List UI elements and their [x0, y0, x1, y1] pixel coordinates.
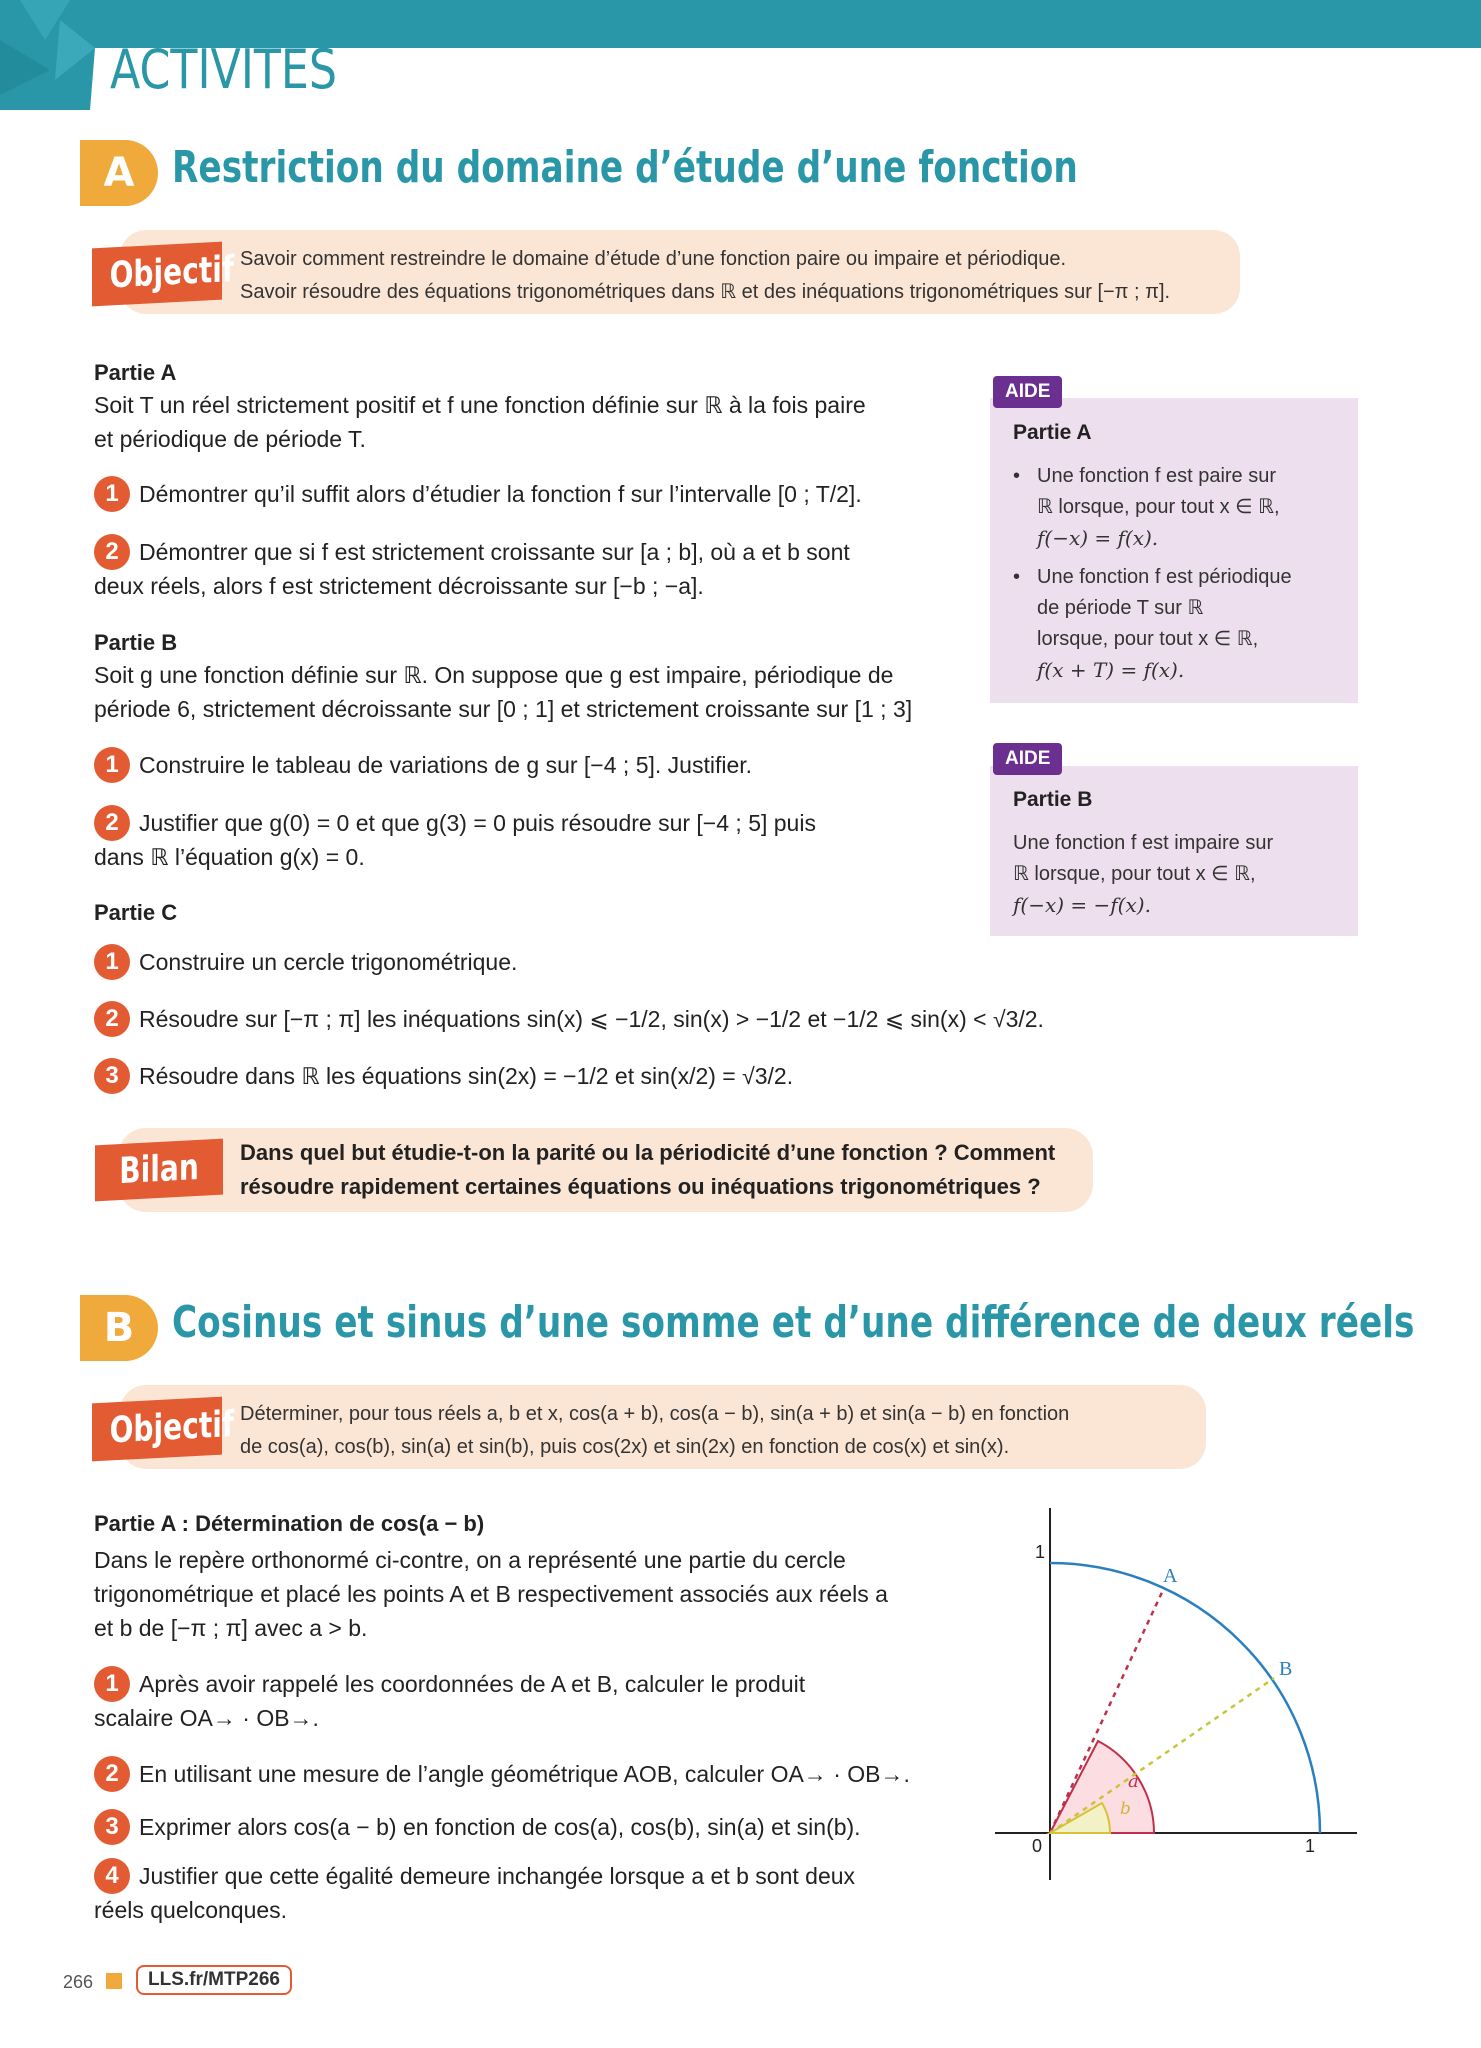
label-point-b: B: [1279, 1658, 1293, 1680]
question-number-1: 1: [94, 1666, 130, 1702]
section-b-partie-a-q3: Exprimer alors cos(a − b) en fonction de cos(a), cos(b), sin(a) et sin(b).: [139, 1814, 861, 1840]
bilan-text: [240, 1136, 1090, 1204]
objectif-b-line1: Déterminer, pour tous réels a, b et x, cos(a + b), cos(a − b), sin(a + b) et sin(a − b) en fonction: [240, 1403, 1070, 1425]
question-number-2: 2: [94, 805, 130, 841]
section-a-partie-b-intro: [94, 658, 974, 726]
header-band: [320, 0, 1481, 48]
aide-line: ℝ lorsque, pour tout x ∈ ℝ,: [1013, 863, 1256, 885]
aide-b-tag: AIDE: [993, 743, 1062, 775]
bullet-line: Une fonction f est paire sur: [1037, 465, 1277, 487]
bullet-line: f(x + T) = f(x).: [1037, 658, 1185, 682]
bilan-tag: Bilan: [95, 1139, 223, 1202]
q-line: Après avoir rappelé les coordonnées de A et B, calculer le produit: [139, 1671, 806, 1697]
section-a-partie-c-q2: Résoudre sur [−π ; π] les inéquations sin(x) ⩽ −1/2, sin(x) > −1/2 et −1/2 ⩽ sin(x) < √3/2.: [139, 1006, 1044, 1032]
aide-a-text: [1013, 461, 1348, 686]
aide-b-heading: Partie B: [1013, 788, 1093, 811]
radius-ob: [1050, 1678, 1274, 1833]
bullet-line: lorsque, pour tout x ∈ ℝ,: [1037, 628, 1259, 650]
question-number-1: 1: [94, 476, 130, 512]
section-a-partie-a-q1: Démontrer qu’il suffit alors d’étudier la fonction f sur l’intervalle [0 ; T/2].: [139, 481, 862, 507]
bullet-line: ℝ lorsque, pour tout x ∈ ℝ,: [1037, 496, 1280, 518]
bilan-line: résoudre rapidement certaines équations ou inéquations trigonométriques ?: [240, 1174, 1041, 1199]
question-number-2: 2: [94, 1001, 130, 1037]
aide-a-bullet1: • Une fonction f est paire sur ℝ lorsque, pour tout x ∈ ℝ, f(−x) = f(x).: [1013, 461, 1348, 554]
section-a-partie-a-intro: [94, 388, 964, 456]
aide-line: Une fonction f est impaire sur: [1013, 832, 1274, 854]
section-a-partie-b-q2: [94, 806, 964, 874]
section-a-partie-a-q2: [94, 535, 964, 603]
section-a-partie-c-q1: Construire un cercle trigonométrique.: [139, 949, 518, 975]
q-line: Justifier que g(0) = 0 et que g(3) = 0 puis résoudre sur [−4 ; 5] puis: [139, 810, 816, 836]
intro-line: période 6, strictement décroissante sur [0 ; 1] et strictement croissante sur [1 ; 3]: [94, 696, 913, 722]
footer-square: [106, 1973, 122, 1989]
q-line: Justifier que cette égalité demeure inchangée lorsque a et b sont deux: [139, 1863, 856, 1889]
bilan-line: Dans quel but étudie-t-on la parité ou la périodicité d’une fonction ? Comment: [240, 1140, 1056, 1165]
intro-line: et b de [−π ; π] avec a > b.: [94, 1615, 368, 1641]
section-a-badge: A: [80, 140, 158, 206]
section-b-partie-a-q2: En utilisant une mesure de l’angle géométrique AOB, calculer OA→ · OB→.: [139, 1761, 910, 1787]
section-a-partie-c-heading: Partie C: [94, 900, 178, 925]
page-number: 266: [63, 1972, 94, 1992]
objectif-b-line2: de cos(a), cos(b), sin(a) et sin(b), puis cos(2x) et sin(2x) en fonction de cos(x) et sin(x).: [240, 1436, 1010, 1458]
objectif-b-tag: Objectif: [92, 1397, 222, 1462]
intro-line: Dans le repère orthonormé ci-contre, on a représenté une partie du cercle: [94, 1547, 846, 1573]
objectif-a-line2: Savoir résoudre des équations trigonométriques dans ℝ et des inéquations trigonométriques sur [−π ; π].: [240, 281, 1171, 303]
question-number-2: 2: [94, 534, 130, 570]
footer-link[interactable]: LLS.fr/MTP266: [136, 1965, 292, 1995]
aide-a-bullet2: • Une fonction f est périodique de période T sur ℝ lorsque, pour tout x ∈ ℝ, f(x + T) = f(x).: [1013, 562, 1348, 686]
q-line: dans ℝ l’équation g(x) = 0.: [94, 844, 365, 870]
aide-a-heading: Partie A: [1013, 421, 1092, 444]
label-1-x: 1: [1305, 1836, 1316, 1856]
section-b-partie-a-intro: [94, 1543, 974, 1645]
label-angle-a: a: [1128, 1771, 1139, 1792]
objectif-a-line1: Savoir comment restreindre le domaine d’étude d’une fonction paire ou impaire et périodique.: [240, 248, 1067, 270]
label-point-a: A: [1163, 1565, 1178, 1587]
question-number-4: 4: [94, 1858, 130, 1894]
section-a-partie-a-heading: Partie A: [94, 360, 177, 385]
label-angle-b: b: [1120, 1799, 1131, 1819]
q-line: Démontrer que si f est strictement croissante sur [a ; b], où a et b sont: [139, 539, 850, 565]
section-a-partie-c-q3: Résoudre dans ℝ les équations sin(2x) = −1/2 et sin(x/2) = √3/2.: [139, 1063, 794, 1089]
bullet-line: de période T sur ℝ: [1037, 597, 1204, 619]
intro-line: Soit T un réel strictement positif et f une fonction définie sur ℝ à la fois paire: [94, 392, 866, 418]
question-number-1: 1: [94, 944, 130, 980]
question-number-2: 2: [94, 1756, 130, 1792]
objectif-a-tag: Objectif: [92, 242, 222, 307]
bullet-line: Une fonction f est périodique: [1037, 566, 1292, 588]
q-line: réels quelconques.: [94, 1897, 288, 1923]
objectif-a-text: [240, 243, 1230, 309]
page-title: ACTIVITÉS: [110, 38, 338, 101]
aide-b-text: [1013, 828, 1348, 921]
intro-line: et périodique de période T.: [94, 426, 366, 452]
aide-line: f(−x) = −f(x).: [1013, 893, 1151, 917]
bullet-line: f(−x) = f(x).: [1037, 526, 1159, 550]
aide-a-tag: AIDE: [993, 376, 1062, 408]
section-a-title: Restriction du domaine d’étude d’une fonction: [172, 142, 1078, 193]
label-1-y: 1: [1035, 1542, 1046, 1562]
question-number-3: 3: [94, 1058, 130, 1094]
section-b-badge: B: [80, 1295, 158, 1361]
unit-circle-figure: [985, 1500, 1365, 1900]
intro-line: Soit g une fonction définie sur ℝ. On suppose que g est impaire, périodique de: [94, 662, 894, 688]
section-b-partie-a-q4: [94, 1859, 964, 1927]
section-a-partie-b-q1: Construire le tableau de variations de g sur [−4 ; 5]. Justifier.: [139, 752, 753, 778]
intro-line: trigonométrique et placé les points A et B respectivement associés aux réels a: [94, 1581, 888, 1607]
section-b-partie-a-q1: [94, 1667, 964, 1735]
question-number-1: 1: [94, 747, 130, 783]
section-b-title: Cosinus et sinus d’une somme et d’une différence de deux réels: [172, 1297, 1415, 1348]
label-origin: 0: [1032, 1836, 1043, 1856]
objectif-b-text: [240, 1398, 1200, 1464]
question-number-3: 3: [94, 1809, 130, 1845]
section-b-partie-a-heading: Partie A : Détermination de cos(a − b): [94, 1511, 485, 1536]
q-line: deux réels, alors f est strictement décroissante sur [−b ; −a].: [94, 573, 704, 599]
section-a-partie-b-heading: Partie B: [94, 630, 178, 655]
q-line: scalaire OA→ · OB→.: [94, 1705, 319, 1731]
